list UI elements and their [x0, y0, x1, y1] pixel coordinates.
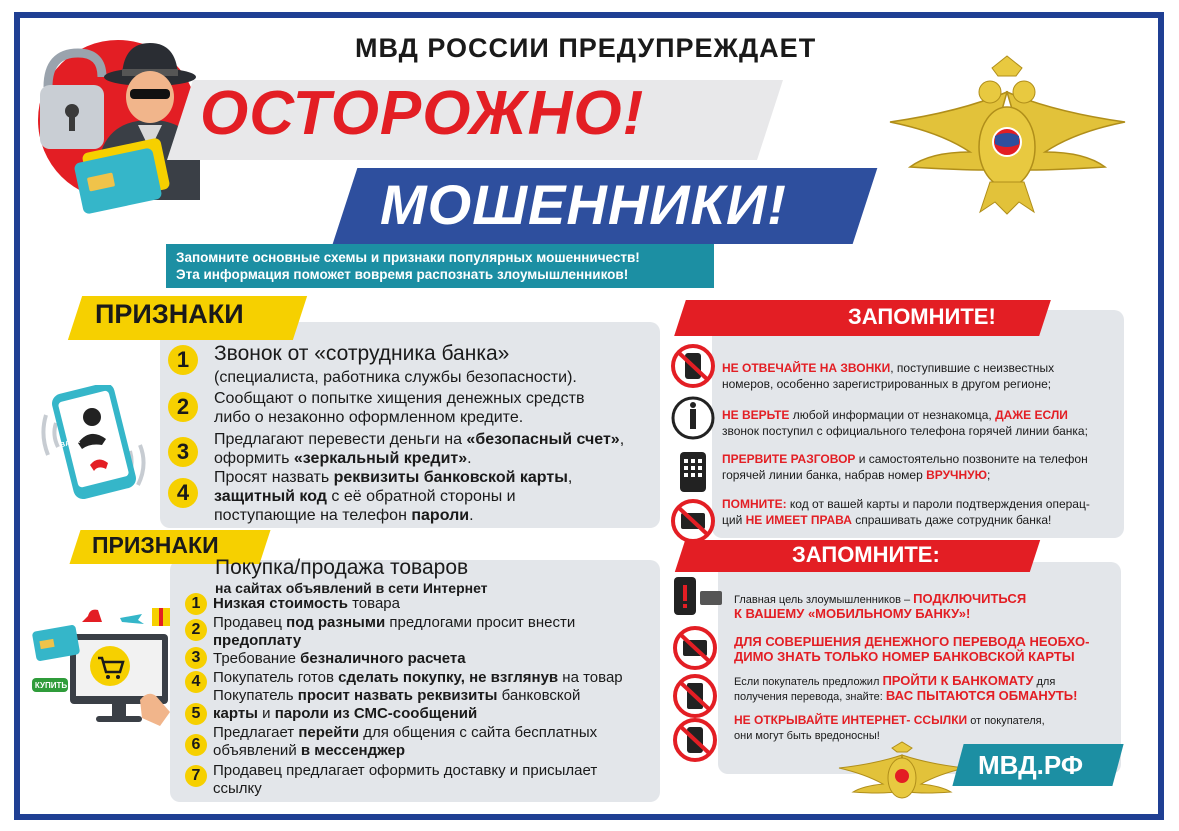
text-fragment: они могут быть вредоносны!	[734, 730, 880, 742]
remember1-item-2	[722, 407, 1088, 439]
no-card-code-icon	[670, 498, 716, 544]
text-fragment: для общения с сайта бесплатных	[359, 724, 598, 741]
ask-details-text: просит назвать реквизиты	[297, 687, 498, 704]
intro-line-1: Запомните основные схемы и признаки популярных мошенничеств!	[176, 250, 640, 265]
intro-banner	[166, 244, 714, 288]
sale-number-1: 1	[185, 593, 207, 615]
sale-number-3: 3	[185, 647, 207, 669]
passwords-text: пароли	[411, 507, 470, 524]
text-fragment: и самостоятельно позвоните на телефон	[855, 452, 1088, 466]
remember2-item-3	[734, 674, 1077, 704]
text-fragment: получения перевода, знайте:	[734, 691, 886, 703]
connect-text: ПОДКЛЮЧИТЬСЯ	[913, 591, 1027, 606]
phone-sign-2	[214, 389, 585, 427]
buy-button-label: КУПИТЬ	[34, 681, 68, 690]
remember1-item-4	[722, 496, 1090, 528]
delivery-text: Продавец предлагает оформить доставку и присылает	[213, 762, 598, 779]
sale-number-4: 4	[185, 671, 207, 693]
dont-trust-text: НЕ ВЕРЬТЕ	[722, 408, 790, 422]
sale-sign-3	[213, 650, 466, 668]
text-fragment: .	[469, 507, 474, 524]
text-fragment: Просят назвать	[214, 469, 334, 486]
phone-sign-3	[214, 430, 624, 468]
text-fragment: поступающие на телефон	[214, 507, 412, 524]
text-fragment: Продавец	[213, 614, 287, 631]
cashless-text: безналичного расчета	[300, 650, 466, 667]
text-fragment: любой информации от незнакомца,	[789, 408, 996, 422]
mirror-credit-text: «зеркальный кредит»	[293, 450, 468, 467]
remember-text: ПОМНИТЕ:	[722, 497, 787, 511]
signs-label-1: ПРИЗНАКИ	[95, 299, 244, 329]
sale-sign-2	[213, 614, 575, 649]
remember-label-1: ЗАПОМНИТЕ!	[848, 304, 996, 329]
no-right-text: НЕ ИМЕЕТ ПРАВА	[745, 513, 852, 527]
text-fragment: Главная цель злоумышленников –	[734, 594, 914, 606]
site-link[interactable]: МВД.РФ	[978, 750, 1084, 780]
ministry-warning: МВД РОССИИ ПРЕДУПРЕЖДАЕТ	[355, 33, 817, 63]
text-fragment: спрашивать даже сотрудник банка!	[851, 513, 1052, 527]
text-fragment: предлогами просит внести	[385, 614, 576, 631]
online-shop-illustration	[30, 600, 175, 730]
online-sale-heading: Покупка/продажа товаров	[215, 556, 469, 579]
sale-sign-5	[213, 687, 580, 722]
text-fragment: , поступившие с неизвестных	[890, 361, 1055, 375]
mobile-bank-text: К ВАШЕМУ «МОБИЛЬНОМУ БАНКУ»!	[734, 606, 971, 621]
title-fraudsters: МОШЕННИКИ!	[380, 173, 787, 236]
sale-number-6: 6	[185, 734, 207, 756]
prepayment-text: предоплату	[213, 631, 302, 649]
sale-number-2: 2	[185, 619, 207, 641]
even-if-text: ДАЖЕ ЕСЛИ	[995, 408, 1068, 422]
text-fragment: горячей линии банка, набрав номер	[722, 468, 927, 482]
sale-number-7: 7	[185, 765, 207, 787]
no-link-icon	[672, 717, 718, 763]
text-fragment: Предлагает	[213, 724, 299, 741]
text-fragment: Покупатель готов	[213, 669, 339, 686]
phone-sign-2-line-2: либо о незаконно оформленном кредите.	[214, 409, 524, 426]
text-fragment: ций	[722, 513, 746, 527]
remember2-item-1	[734, 592, 1026, 621]
remember-label-2: ЗАПОМНИТЕ:	[792, 542, 940, 567]
text-fragment: Предлагают перевести деньги на	[214, 431, 467, 448]
dont-open-links-text: НЕ ОТКРЫВАЙТЕ ИНТЕРНЕТ- ССЫЛКИ	[734, 713, 968, 727]
high-heel-icon	[82, 610, 102, 622]
sale-sign-1	[213, 595, 400, 613]
buy-unseen-text: сделать покупку, не взглянув	[338, 669, 559, 686]
title-caution: ОСТОРОЖНО!	[200, 79, 645, 148]
hang-up-text: ПРЕРВИТЕ РАЗГОВОР	[722, 452, 856, 466]
eagle-emblem-icon	[870, 52, 1145, 217]
card-text: карты	[213, 704, 258, 722]
sale-sign-6	[213, 724, 597, 759]
transfer-text-1: ДЛЯ СОВЕРШЕНИЯ ДЕНЕЖНОГО ПЕРЕВОДА НЕОБХО-	[734, 634, 1090, 649]
no-card-transfer-icon	[672, 625, 718, 671]
text-fragment: ;	[987, 468, 991, 482]
dont-answer-text: НЕ ОТВЕЧАЙТЕ НА ЗВОНКИ	[722, 361, 891, 375]
remember1-item-3	[722, 451, 1088, 483]
security-code-text: защитный код	[214, 488, 327, 505]
signs-label-2: ПРИЗНАКИ	[92, 532, 219, 558]
text-fragment: на товар	[558, 669, 623, 686]
transfer-text-2: ДИМО ЗНАТЬ ТОЛЬКО НОМЕР БАНКОВСКОЙ КАРТЫ	[734, 649, 1075, 664]
various-pretexts-text: под разными	[286, 614, 386, 631]
item-number-3: 3	[168, 437, 198, 467]
text-fragment: Если покупатель предложил	[734, 676, 883, 688]
phone-alert-icon	[672, 575, 724, 619]
sale-sign-4	[213, 669, 623, 687]
low-price-text: Низкая стоимость	[213, 595, 348, 612]
text-fragment: ,	[567, 469, 573, 486]
card-details-text: реквизиты банковской карты	[333, 469, 568, 486]
no-trust-icon	[670, 395, 716, 441]
phone-bank-label: BANK	[59, 437, 81, 450]
deceive-text: ВАС ПЫТАЮТСЯ ОБМАНУТЬ!	[885, 688, 1078, 703]
text-fragment: оформить	[214, 450, 294, 467]
remember1-item-1	[722, 360, 1054, 392]
no-call-icon	[670, 343, 716, 389]
link-text: ссылку	[213, 779, 262, 797]
item-number-1: 1	[168, 345, 198, 375]
no-atm-icon	[672, 673, 718, 719]
phone-scam-subheading: (специалиста, работника службы безопасности).	[214, 369, 577, 386]
sale-number-5: 5	[185, 703, 207, 725]
move-text: перейти	[298, 724, 360, 741]
phone-sign-2-line-1: Сообщают о попытке хищения денежных средств	[214, 390, 585, 407]
go-to-atm-text: ПРОЙТИ К БАНКОМАТУ	[882, 673, 1034, 688]
text-fragment: от покупателя,	[967, 715, 1045, 727]
small-eagle-icon	[835, 740, 970, 810]
item-number-4: 4	[168, 478, 198, 508]
online-sale-subheading: на сайтах объявлений в сети Интернет	[215, 580, 488, 596]
text-fragment: код от вашей карты и пароли подтверждения операц-	[786, 497, 1090, 511]
item-number-2: 2	[168, 392, 198, 422]
text-fragment: номеров, особенно зарегистрированных в другом регионе;	[722, 377, 1052, 391]
text-fragment: звонок поступил с официального телефона горячей линии банка;	[722, 424, 1088, 438]
text-fragment: ,	[619, 431, 625, 448]
text-fragment: банковской	[497, 687, 581, 704]
text-fragment: объявлений	[213, 741, 301, 759]
text-fragment: с её обратной стороны и	[326, 488, 516, 505]
sale-sign-7	[213, 762, 597, 797]
bank-call-phone-icon	[40, 385, 150, 500]
remember2-item-2	[734, 634, 1089, 664]
intro-line-2: Эта информация поможет вовремя распознать злоумышленников!	[176, 267, 629, 282]
airplane-icon	[120, 614, 144, 624]
messenger-text: в мессенджер	[300, 741, 406, 759]
phone-sign-4	[214, 468, 572, 525]
dial-manually-icon	[670, 449, 716, 495]
text-fragment: товара	[347, 595, 400, 612]
text-fragment: и	[257, 704, 275, 722]
cart-icon	[90, 646, 130, 686]
safe-account-text: «безопасный счет»	[466, 431, 620, 448]
manually-text: ВРУЧНУЮ	[926, 468, 987, 482]
sms-passwords-text: пароли из СМС-сообщений	[274, 704, 478, 722]
text-fragment: Покупатель	[213, 687, 298, 704]
text-fragment: для	[1033, 676, 1056, 688]
text-fragment: .	[467, 450, 472, 467]
text-fragment: Требование	[213, 650, 301, 667]
phone-scam-heading: Звонок от «сотрудника банка»	[214, 342, 510, 365]
gift-icon	[152, 608, 170, 626]
